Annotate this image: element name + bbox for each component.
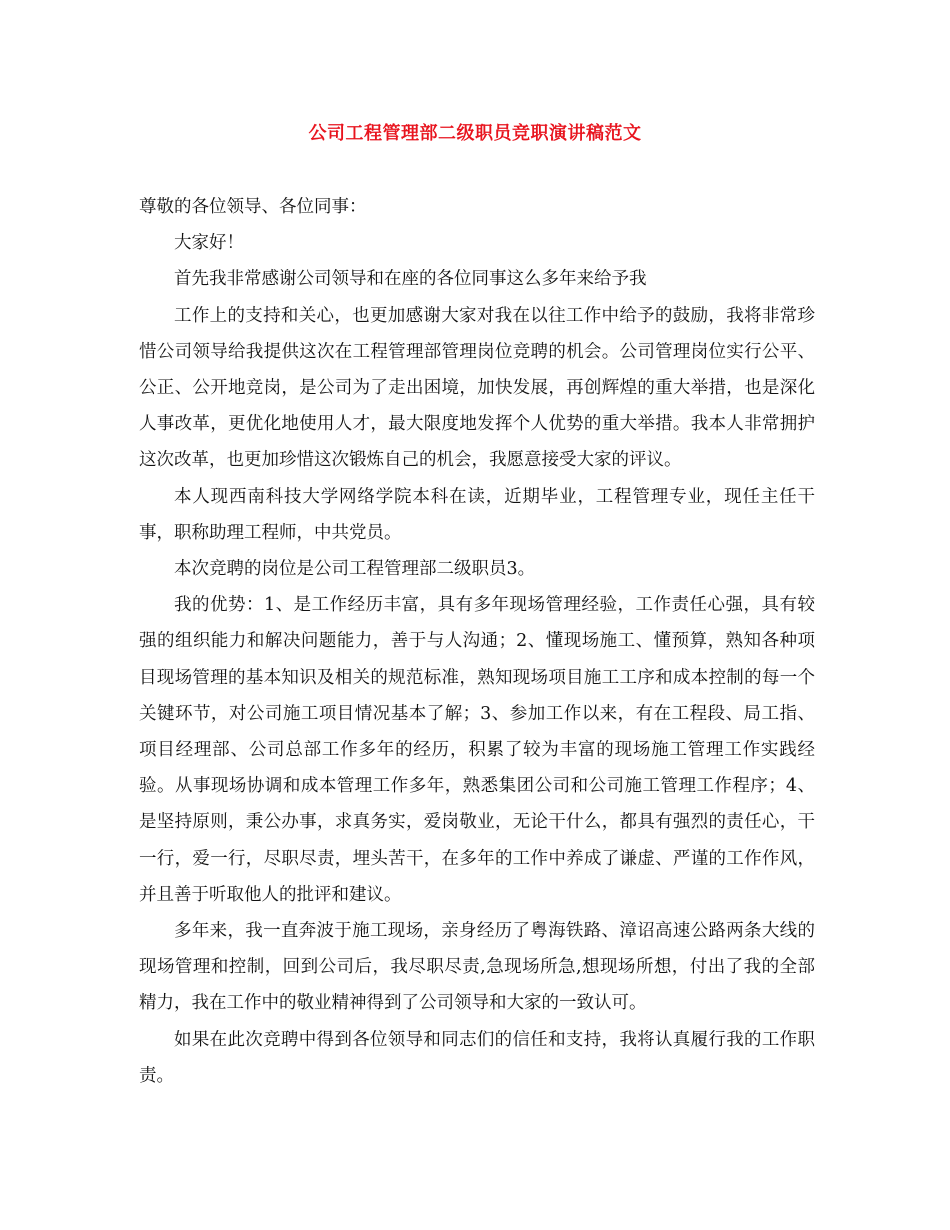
paragraph-advantages: 我的优势：1、是工作经历丰富，具有多年现场管理经验，工作责任心强，具有较强的组织能力和解决问题能力，善于与人沟通；2、懂现场施工、懂预算，熟知各种项目现场管理的基本知识及相关的规范标准，熟知现场项目施工工序和成本控制的每一个关键环节，对公司施工项目情况基本了解；3、参加工作以来，有在工程段、局工指、项目经理部、公司总部工作多年的经历，积累了较为丰富的现场施工管理工作实践经验。从事现场协调和成本管理工作多年，熟悉集团公司和公司施工管理工作程序；4、是坚持原则，秉公办事，求真务实，爱岗敬业，无论干什么，都具有强烈的责任心，干一行，爱一行，尽职尽责，埋头苦干，在多年的工作中养成了谦虚、严谨的工作作风，并且善于听取他人的批评和建议。: [139, 595, 815, 905]
salutation: 尊敬的各位领导、各位同事：: [139, 197, 367, 217]
paragraph-greeting: 大家好！: [174, 233, 244, 254]
document-body: [139, 189, 815, 1094]
document-title: 公司工程管理部二级职员竞职演讲稿范文: [308, 123, 642, 144]
paragraph-commitment: 如果在此次竞聘中得到各位领导和同志们的信任和支持，我将认真履行我的工作职责。: [139, 1029, 815, 1086]
paragraph-thanks: 首先我非常感谢公司领导和在座的各位同事这么多年来给予我: [174, 269, 647, 290]
paragraph-experience: 多年来，我一直奔波于施工现场，亲身经历了粤海铁路、漳诏高速公路两条大线的现场管理和控制，回到公司后，我尽职尽责,急现场所急,想现场所想，付出了我的全部精力，我在工作中的敬业精神得到了公司领导和大家的一致认可。: [139, 921, 815, 1014]
paragraph-background: 本人现西南科技大学网络学院本科在读，近期毕业，工程管理专业，现任主任干事，职称助理工程师，中共党员。: [139, 486, 815, 543]
paragraph-position: 本次竞聘的岗位是公司工程管理部二级职员3。: [174, 559, 536, 580]
paragraph-support: 工作上的支持和关心，也更加感谢大家对我在以往工作中给予的鼓励，我将非常珍惜公司领导给我提供这次在工程管理部管理岗位竞聘的机会。公司管理岗位实行公平、公正、公开地竞岗，是公司为了走出困境，加快发展，再创辉煌的重大举措，也是深化人事改革，更优化地使用人才，最大限度地发挥个人优势的重大举措。我本人非常拥护这次改革，也更加珍惜这次锻炼自己的机会，我愿意接受大家的评议。: [139, 305, 815, 471]
